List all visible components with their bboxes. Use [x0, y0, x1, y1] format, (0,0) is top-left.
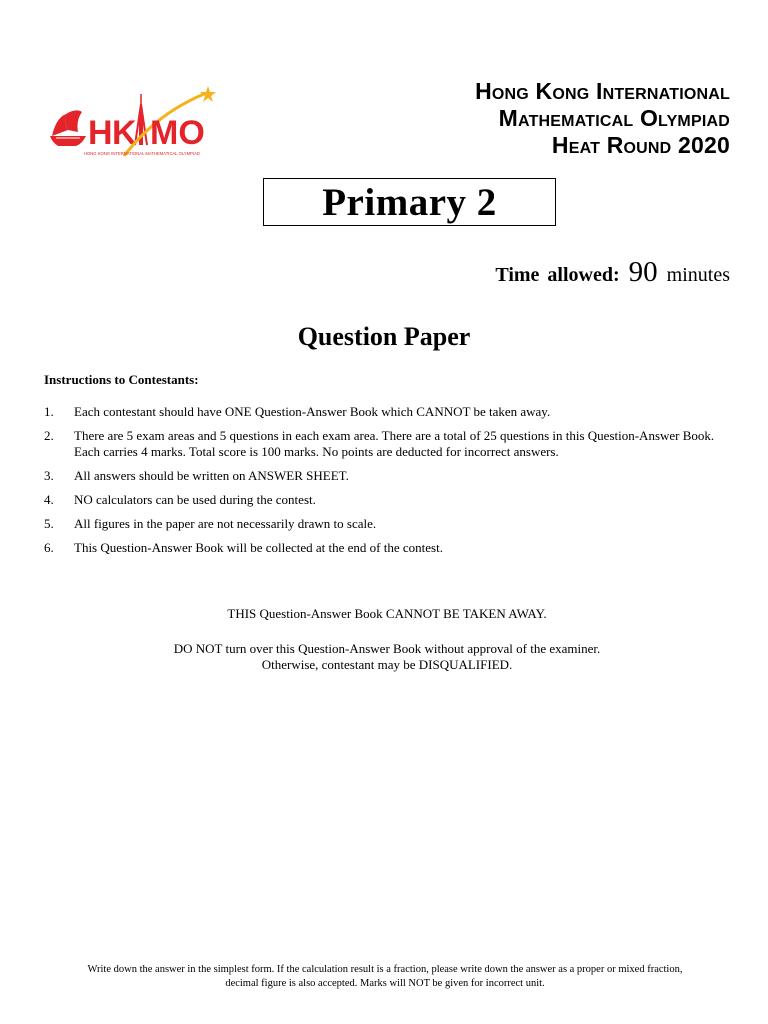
organization-title	[475, 78, 730, 159]
item-text: All answers should be written on ANSWER SHEET.	[74, 468, 349, 483]
item-text: There are 5 exam areas and 5 questions in each exam area. There are a total of 25 questions in this Question-Answer Book. Each carries 4 marks. Total score is 100 marks. No points are deducted for incorrect answers.	[74, 428, 715, 459]
time-allowed	[495, 256, 730, 289]
list-item	[44, 468, 734, 484]
item-number: 2.	[44, 428, 54, 443]
item-number: 1.	[44, 404, 54, 419]
footer-line-1: Write down the answer in the simplest form. If the calculation result is a fraction, please write down the answer as a proper or mixed fraction,	[87, 964, 683, 975]
item-text: Each contestant should have ONE Question-Answer Book which CANNOT be taken away.	[74, 404, 551, 419]
notice-cannot-take-away: THIS Question-Answer Book CANNOT BE TAKEN AWAY.	[227, 606, 547, 621]
footer-line-2: decimal figure is also accepted. Marks will NOT be given for incorrect unit.	[225, 977, 545, 989]
item-text: NO calculators can be used during the contest.	[74, 492, 316, 507]
notice-disqualified-line: Otherwise, contestant may be DISQUALIFIED.	[261, 657, 513, 672]
org-line-2: Mathematical Olympiad	[498, 105, 730, 131]
logo-text-h: H	[88, 114, 113, 152]
footer-note	[40, 963, 730, 990]
item-number: 3.	[44, 468, 54, 483]
notice-approval	[0, 641, 768, 673]
item-number: 6.	[44, 540, 54, 555]
item-text: All figures in the paper are not necessarily drawn to scale.	[74, 516, 377, 531]
paper-title: Question Paper	[297, 322, 471, 351]
org-line-3: Heat Round 2020	[551, 132, 730, 158]
item-number: 5.	[44, 516, 54, 531]
item-number: 4.	[44, 492, 54, 507]
org-line-1: Hong Kong International	[475, 78, 730, 104]
list-item	[44, 516, 734, 532]
time-label: Time allowed:	[495, 264, 620, 286]
list-item	[44, 540, 734, 556]
hkimo-logo	[46, 84, 242, 160]
notice-approval-line: DO NOT turn over this Question-Answer Book without approval of the examiner.	[173, 641, 601, 656]
instructions-heading: Instructions to Contestants:	[44, 372, 199, 387]
item-text: This Question-Answer Book will be collected at the end of the contest.	[74, 540, 443, 555]
logo-tagline: HONG KONG INTERNATIONAL MATHEMATICAL OLYMPIAD	[84, 151, 200, 156]
logo-text-mo: MO	[150, 114, 205, 152]
list-item	[44, 404, 734, 420]
list-item	[44, 492, 734, 508]
time-value: 90	[628, 256, 658, 288]
list-item	[44, 428, 734, 460]
instructions-list	[44, 404, 734, 564]
logo-text-k: K	[112, 114, 137, 152]
grade-label: Primary 2	[322, 180, 497, 224]
junk-boat-icon	[50, 110, 86, 146]
grade-box	[263, 178, 556, 226]
time-unit: minutes	[666, 264, 730, 286]
